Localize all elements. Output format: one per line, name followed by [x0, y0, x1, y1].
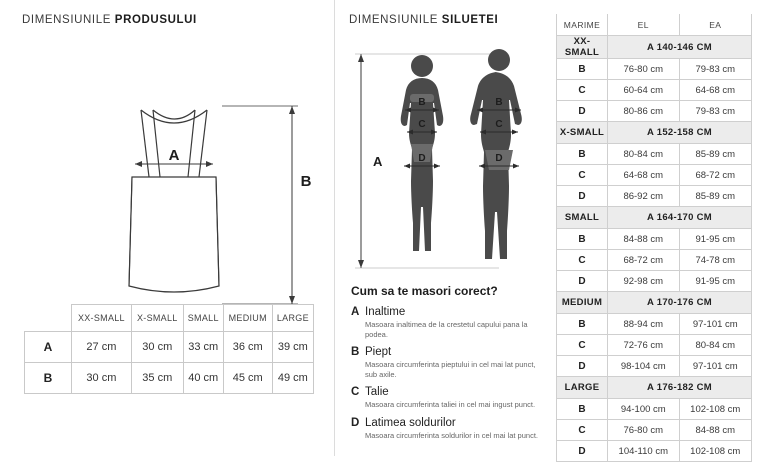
- list-item: [351, 346, 540, 379]
- product-col-large: LARGE: [272, 305, 313, 332]
- table-row: [557, 356, 752, 377]
- size-group-header-xxsmall: [557, 36, 752, 59]
- product-a-xsmall: 30 cm: [131, 332, 183, 363]
- row-label: C: [557, 335, 608, 356]
- product-a-xxsmall: 27 cm: [72, 332, 132, 363]
- height-letter: A: [646, 382, 654, 393]
- silhouette-section-title: [349, 14, 540, 26]
- table-row: [557, 399, 752, 420]
- howto-letter-b: B: [351, 346, 360, 358]
- size-col-marime: MARIME: [557, 14, 608, 36]
- product-row-label-a: A: [25, 332, 72, 363]
- howto-name-a: Inaltime: [365, 306, 406, 318]
- product-col-small: SMALL: [183, 305, 223, 332]
- value-ea: 91-95 cm: [679, 271, 751, 292]
- value-el: 80-86 cm: [608, 101, 680, 122]
- row-label: D: [557, 441, 608, 462]
- size-table-header-row: [557, 14, 752, 36]
- value-el: 76-80 cm: [608, 420, 680, 441]
- table-row: [557, 441, 752, 462]
- product-b-large: 49 cm: [272, 363, 313, 394]
- product-col-xsmall: X-SMALL: [131, 305, 183, 332]
- size-name-medium: MEDIUM: [557, 292, 608, 314]
- row-label: B: [557, 314, 608, 335]
- product-col-medium: MEDIUM: [223, 305, 272, 332]
- value-el: 104-110 cm: [608, 441, 680, 462]
- value-ea: 102-108 cm: [679, 441, 751, 462]
- row-label: C: [557, 80, 608, 101]
- table-row: [557, 101, 752, 122]
- row-label: D: [557, 356, 608, 377]
- howto-desc-a: Masoara inaltimea de la crestetul capului pana la podea.: [365, 320, 528, 339]
- height-value: 152-158 CM: [656, 127, 713, 138]
- row-label: B: [557, 59, 608, 80]
- garment-svg: [22, 36, 318, 304]
- female-label-c: C: [418, 119, 426, 130]
- female-label-d: D: [418, 153, 426, 164]
- product-title-strong: PRODUSULUI: [114, 14, 197, 26]
- value-el: 72-76 cm: [608, 335, 680, 356]
- product-b-xsmall: 35 cm: [131, 363, 183, 394]
- height-value: 170-176 CM: [656, 297, 713, 308]
- size-name-xsmall: X-SMALL: [557, 122, 608, 144]
- howto-title: Cum sa te masori corect?: [351, 284, 498, 298]
- value-ea: 102-108 cm: [679, 399, 751, 420]
- value-ea: 79-83 cm: [679, 101, 751, 122]
- table-row: [557, 59, 752, 80]
- value-el: 64-68 cm: [608, 165, 680, 186]
- value-ea: 64-68 cm: [679, 80, 751, 101]
- product-a-large: 39 cm: [272, 332, 313, 363]
- value-el: 98-104 cm: [608, 356, 680, 377]
- howto-desc-b: Masoara circumferinta pieptului in cel mai lat punct, sub axile.: [365, 360, 536, 379]
- product-col-blank: [25, 305, 72, 332]
- height-value: 176-182 CM: [656, 382, 713, 393]
- silhouette-label-height: A: [373, 154, 383, 169]
- row-label: D: [557, 186, 608, 207]
- product-diagram: [22, 36, 318, 304]
- product-size-table: [24, 304, 314, 394]
- size-group-header-large: [557, 377, 752, 399]
- row-label: D: [557, 101, 608, 122]
- size-group-header-medium: [557, 292, 752, 314]
- howto-name-b: Piept: [365, 346, 392, 358]
- height-letter: A: [646, 297, 654, 308]
- table-row: [557, 335, 752, 356]
- size-name-xxsmall: XX-SMALL: [557, 36, 608, 59]
- value-ea: 91-95 cm: [679, 229, 751, 250]
- howto-desc-d: Masoara circumferinta soldurilor in cel mai lat punct.: [365, 430, 538, 440]
- product-a-medium: 36 cm: [223, 332, 272, 363]
- height-letter: A: [646, 127, 654, 138]
- size-col-ea: EA: [679, 14, 751, 36]
- table-row: [557, 186, 752, 207]
- table-row: [557, 250, 752, 271]
- value-ea: 85-89 cm: [679, 144, 751, 165]
- product-col-xxsmall: XX-SMALL: [72, 305, 132, 332]
- height-value: 140-146 CM: [656, 41, 713, 53]
- silhouette-section: [334, 0, 550, 456]
- silhouette-title-strong: SILUETEI: [441, 14, 499, 26]
- product-section-title: [22, 14, 318, 26]
- table-row: [557, 80, 752, 101]
- height-letter: A: [646, 212, 654, 223]
- table-row: [557, 144, 752, 165]
- height-value: 164-170 CM: [656, 212, 713, 223]
- size-group-header-xsmall: [557, 122, 752, 144]
- table-row: [25, 332, 314, 363]
- male-label-c: C: [495, 119, 503, 130]
- size-table-section: [550, 0, 760, 456]
- size-name-small: SMALL: [557, 207, 608, 229]
- row-label: B: [557, 399, 608, 420]
- silhouette-title-prefix: DIMENSIUNILE: [349, 14, 442, 26]
- row-label: B: [557, 144, 608, 165]
- product-b-xxsmall: 30 cm: [72, 363, 132, 394]
- row-label: C: [557, 250, 608, 271]
- howto-letter-a: A: [351, 306, 360, 318]
- table-row: [557, 229, 752, 250]
- value-ea: 97-101 cm: [679, 314, 751, 335]
- value-ea: 84-88 cm: [679, 420, 751, 441]
- row-label: C: [557, 165, 608, 186]
- size-col-el: EL: [608, 14, 680, 36]
- height-letter: A: [646, 41, 654, 53]
- product-b-medium: 45 cm: [223, 363, 272, 394]
- value-el: 86-92 cm: [608, 186, 680, 207]
- size-height-xxsmall: [608, 36, 752, 59]
- size-name-large: LARGE: [557, 377, 608, 399]
- value-el: 88-94 cm: [608, 314, 680, 335]
- product-b-small: 40 cm: [183, 363, 223, 394]
- size-height-large: [608, 377, 752, 399]
- body-measurements-table: [556, 14, 752, 462]
- list-item: [351, 417, 540, 441]
- howto-letter-d: D: [351, 416, 360, 429]
- silhouette-svg: [349, 32, 545, 282]
- product-a-small: 33 cm: [183, 332, 223, 363]
- value-ea: 79-83 cm: [679, 59, 751, 80]
- value-el: 76-80 cm: [608, 59, 680, 80]
- row-label: B: [557, 229, 608, 250]
- howto-name-c: Talie: [365, 386, 389, 398]
- table-row: [557, 271, 752, 292]
- garment-label-a: A: [168, 147, 180, 164]
- size-height-small: [608, 207, 752, 229]
- value-el: 94-100 cm: [608, 399, 680, 420]
- value-ea: 97-101 cm: [679, 356, 751, 377]
- value-el: 80-84 cm: [608, 144, 680, 165]
- value-ea: 85-89 cm: [679, 186, 751, 207]
- silhouette-diagram: [349, 32, 539, 280]
- product-section: [0, 0, 334, 456]
- size-group-header-small: [557, 207, 752, 229]
- list-item: [351, 386, 540, 410]
- male-label-d: D: [495, 153, 503, 164]
- table-row: [557, 165, 752, 186]
- female-label-b: B: [418, 97, 426, 108]
- product-title-prefix: DIMENSIUNILE: [22, 14, 115, 26]
- howto-desc-c: Masoara circumferinta taliei in cel mai ingust punct.: [365, 400, 536, 409]
- value-el: 92-98 cm: [608, 271, 680, 292]
- value-ea: 80-84 cm: [679, 335, 751, 356]
- table-row: [557, 314, 752, 335]
- table-row: [25, 363, 314, 394]
- value-ea: 68-72 cm: [679, 165, 751, 186]
- table-row: [557, 420, 752, 441]
- row-label: C: [557, 420, 608, 441]
- row-label: D: [557, 271, 608, 292]
- product-table-header-row: [25, 305, 314, 332]
- howto-letter-c: C: [351, 386, 360, 398]
- howto-name-d: Latimea soldurilor: [365, 416, 456, 429]
- male-label-b: B: [495, 97, 503, 108]
- value-el: 68-72 cm: [608, 250, 680, 271]
- value-ea: 74-78 cm: [679, 250, 751, 271]
- value-el: 60-64 cm: [608, 80, 680, 101]
- size-height-medium: [608, 292, 752, 314]
- list-item: [351, 306, 540, 339]
- product-row-label-b: B: [25, 363, 72, 394]
- garment-label-b: B: [300, 173, 312, 190]
- size-height-xsmall: [608, 122, 752, 144]
- value-el: 84-88 cm: [608, 229, 680, 250]
